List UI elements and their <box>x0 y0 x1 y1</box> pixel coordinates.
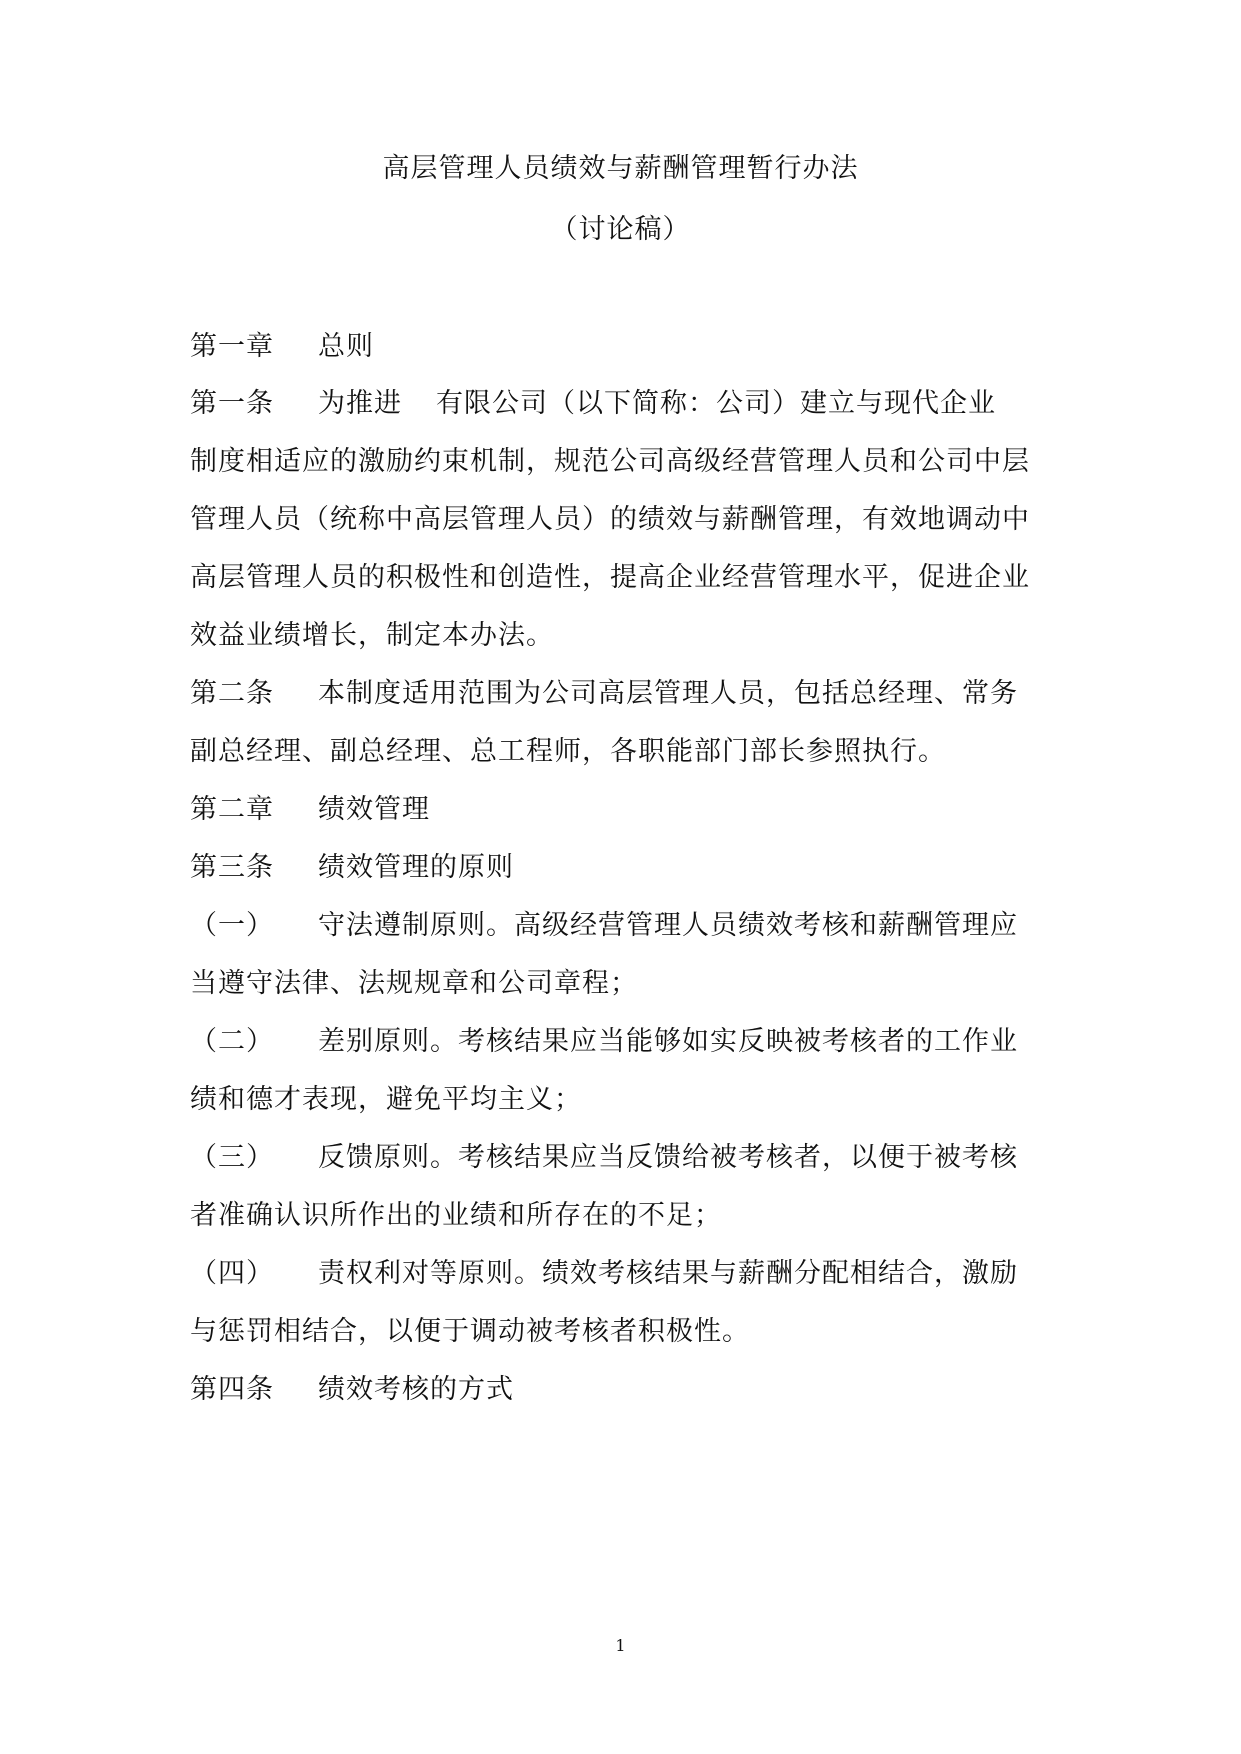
article-1-line: 制度相适应的激励约束机制，规范公司高级经营管理人员和公司中层 <box>190 446 1030 477</box>
chapter-1-heading <box>190 324 374 363</box>
principle-item-continuation: 者准确认识所作出的业绩和所存在的不足； <box>190 1200 722 1231</box>
page-number: 1 <box>615 1636 626 1655</box>
article-3-text: 绩效管理的原则 <box>318 852 514 883</box>
chapter-2-label: 第二章 <box>190 794 274 825</box>
document-title: 高层管理人员绩效与薪酬管理暂行办法 <box>382 153 859 184</box>
article-1-rest: 有限公司（以下简称：公司）建立与现代企业 <box>436 388 996 419</box>
article-1-first: 为推进 <box>318 388 402 419</box>
article-2-first: 本制度适用范围为公司高层管理人员，包括总经理、常务 <box>318 678 1018 709</box>
principle-item-text: 反馈原则。考核结果应当反馈给被考核者，以便于被考核 <box>318 1142 1018 1173</box>
principle-item-2 <box>190 1019 1018 1058</box>
article-4-text: 绩效考核的方式 <box>318 1374 514 1405</box>
principle-item-continuation: 与惩罚相结合，以便于调动被考核者积极性。 <box>190 1316 750 1347</box>
article-1-label: 第一条 <box>190 388 274 419</box>
principle-item-4 <box>190 1251 1018 1290</box>
article-2-label: 第二条 <box>190 678 274 709</box>
principle-item-label: （三） <box>190 1142 274 1173</box>
article-2-line: 副总经理、副总经理、总工程师，各职能部门部长参照执行。 <box>190 736 946 767</box>
principle-item-text: 差别原则。考核结果应当能够如实反映被考核者的工作业 <box>318 1026 1018 1057</box>
principle-item-3 <box>190 1135 1018 1174</box>
principle-item-label: （四） <box>190 1258 274 1289</box>
principle-item-continuation: 当遵守法律、法规规章和公司章程； <box>190 968 638 999</box>
chapter-1-text: 总则 <box>318 331 374 362</box>
principle-item-label: （二） <box>190 1026 274 1057</box>
chapter-1-label: 第一章 <box>190 331 274 362</box>
chapter-2-text: 绩效管理 <box>318 794 430 825</box>
article-4-heading <box>190 1367 514 1406</box>
article-3-label: 第三条 <box>190 852 274 883</box>
document-subtitle: （讨论稿） <box>550 214 691 245</box>
article-2-first-line <box>190 671 1018 710</box>
article-1-line: 高层管理人员的积极性和创造性，提高企业经营管理水平，促进企业 <box>190 562 1030 593</box>
principle-item-text: 守法遵制原则。高级经营管理人员绩效考核和薪酬管理应 <box>318 910 1018 941</box>
principle-item-label: （一） <box>190 910 274 941</box>
chapter-2-heading <box>190 787 430 826</box>
article-1-first-line <box>190 381 996 420</box>
article-3-heading <box>190 845 514 884</box>
principle-item-text: 责权利对等原则。绩效考核结果与薪酬分配相结合，激励 <box>318 1258 1018 1289</box>
article-1-line: 效益业绩增长，制定本办法。 <box>190 620 554 651</box>
principle-item-1 <box>190 903 1018 942</box>
article-4-label: 第四条 <box>190 1374 274 1405</box>
principle-item-continuation: 绩和德才表现，避免平均主义； <box>190 1084 582 1115</box>
article-1-line: 管理人员（统称中高层管理人员）的绩效与薪酬管理，有效地调动中 <box>190 504 1030 535</box>
